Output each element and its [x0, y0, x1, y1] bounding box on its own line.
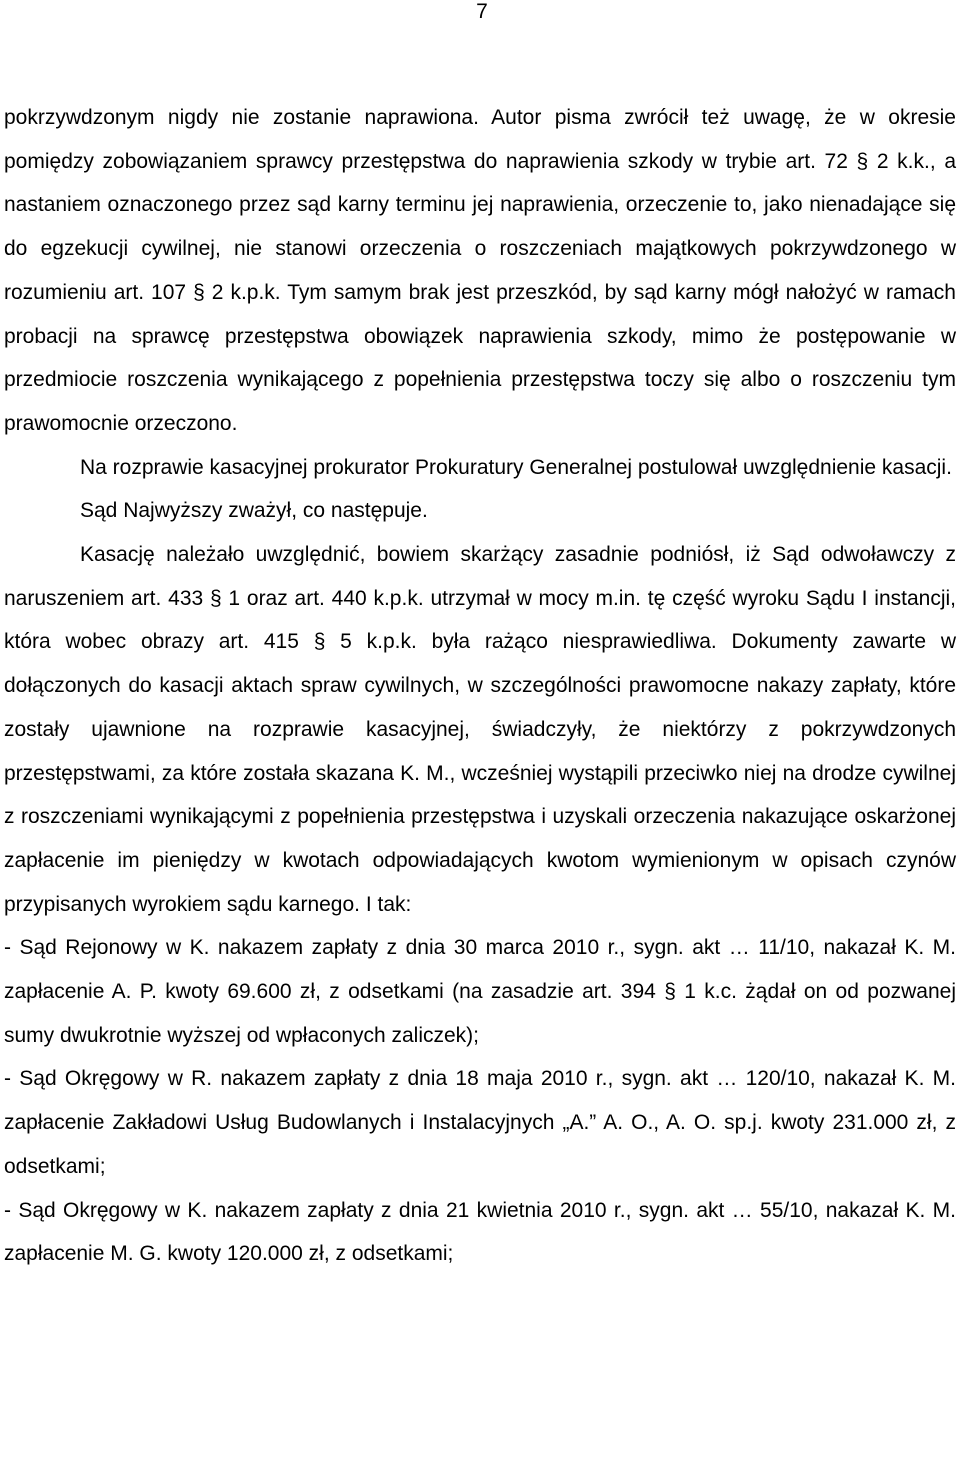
paragraph-cassation-reasons: Kasację należało uwzględnić, bowiem skarżący zasadnie podniósł, iż Sąd odwoławczy z naruszeniem art. 433 § 1 oraz art. 440 k.p.k. utrzymał w mocy m.in. tę część wyroku Sądu I instancji, która wobec obrazy art. 415 § 5 k.p.k. była rażąco niesprawiedliwa. Dokumenty zawarte w dołączonych do kasacji aktach spraw cywilnych, w szczególności prawomocne nakazy zapłaty, które zostały ujawnione na rozprawie kasacyjnej, świadczyły, że niektórzy z pokrzywdzonych przestępstwami, za które została skazana K. M., wcześniej wystąpili przeciwko niej na drodze cywilnej z roszczeniami wynikającymi z popełnienia przestępstwa i uzyskali orzeczenia nakazujące oskarżonej zapłacenie im pieniędzy w kwotach odpowiadających kwotom wymienionym w opisach czynów przypisanych wyrokiem sądu karnego. I tak:	[4, 543, 956, 916]
paragraph-prosecutor-motion: Na rozprawie kasacyjnej prokurator Prokuratury Generalnej postulował uwzględnienie kasacji.	[80, 455, 952, 479]
list-item-judgment-3: - Sąd Okręgowy w K. nakazem zapłaty z dnia 21 kwietnia 2010 r., sygn. akt … 55/10, nakazał K. M. zapłacenie M. G. kwoty 120.000 zł, z odsetkami;	[4, 1198, 956, 1266]
page-number: 7	[476, 0, 488, 23]
paragraph-court-considered: Sąd Najwyższy zważył, co następuje.	[80, 499, 428, 523]
document-body	[4, 96, 956, 1276]
list-item-judgment-1: - Sąd Rejonowy w K. nakazem zapłaty z dnia 30 marca 2010 r., sygn. akt … 11/10, nakazał K. M. zapłacenie A. P. kwoty 69.600 zł, z odsetkami (na zasadzie art. 394 § 1 k.c. żądał on od pozwanej sumy dwukrotnie wyższej od wpłaconych zaliczek);	[4, 936, 956, 1047]
list-item-judgment-2: - Sąd Okręgowy w R. nakazem zapłaty z dnia 18 maja 2010 r., sygn. akt … 120/10, nakazał K. M. zapłacenie Zakładowi Usług Budowlanych i Instalacyjnych „A.” A. O., A. O. sp.j. kwoty 231.000 zł, z odsetkami;	[4, 1067, 956, 1178]
paragraph-continuation: pokrzywdzonym nigdy nie zostanie naprawiona. Autor pisma zwrócił też uwagę, że w okresie pomiędzy zobowiązaniem sprawcy przestępstwa do naprawienia szkody w trybie art. 72 § 2 k.k., a nastaniem oznaczonego przez sąd karny terminu jej naprawienia, orzeczenie to, jako nienadające się do egzekucji cywilnej, nie stanowi orzeczenia o roszczeniach majątkowych pokrzywdzonego w rozumieniu art. 107 § 2 k.p.k. Tym samym brak jest przeszkód, by sąd karny mógł nałożyć w ramach probacji na sprawcę przestępstwa obowiązek naprawienia szkody, mimo że postępowanie w przedmiocie roszczenia wynikającego z popełnienia przestępstwa toczy się albo o roszczeniu tym prawomocnie orzeczono.	[4, 106, 956, 435]
